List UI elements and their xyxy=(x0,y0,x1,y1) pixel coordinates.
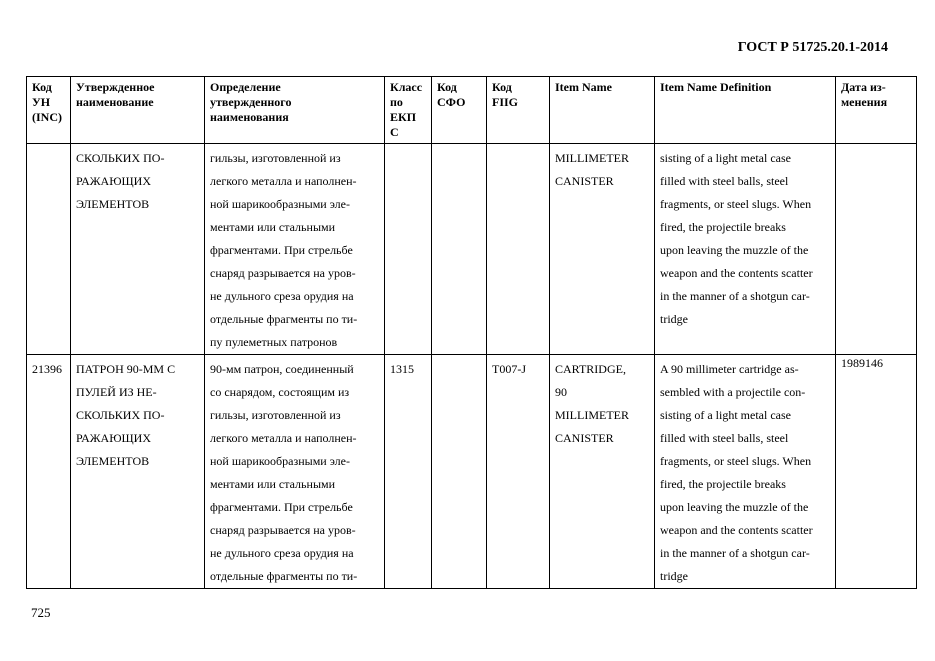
col-header-class: Класс по ЕКП С xyxy=(385,77,432,144)
cell-fiig xyxy=(487,144,550,355)
cell-definition: гильзы, изготовленной из легкого металла и наполнен- ной шарикообразными эле- ментами или стальными фрагментами. При стрельбе снаряд разрывается на уров- не дульного среза орудия на отдельные фрагменты по ти- пу пулеметных патронов xyxy=(205,144,385,355)
cell-sfo xyxy=(432,355,487,589)
cell-inc xyxy=(27,144,71,355)
col-header-item-name: Item Name xyxy=(550,77,655,144)
col-header-inc: Код УН (INC) xyxy=(27,77,71,144)
cell-item-definition: A 90 millimeter cartridge as- sembled with a projectile con- sisting of a light metal case filled with steel balls, steel fragments, or steel slugs. When fired, the projectile breaks upon leaving the muzzle of the weapon and the contents scatter in the manner of a shotgun car- tridge xyxy=(655,355,836,589)
col-header-fiig: Код FIIG xyxy=(487,77,550,144)
cell-definition: 90-мм патрон, соединенный со снарядом, состоящим из гильзы, изготовленной из легкого металла и наполнен- ной шарикообразными эле- ментами или стальными фрагментами. При стрельбе снаряд разрывается на уров- не дульного среза орудия на отдельные фрагменты по ти- xyxy=(205,355,385,589)
table-row xyxy=(27,144,917,355)
table-row xyxy=(27,355,917,589)
cell-inc: 21396 xyxy=(27,355,71,589)
catalog-table xyxy=(26,76,917,589)
cell-approved-name: СКОЛЬКИХ ПО- РАЖАЮЩИХ ЭЛЕМЕНТОВ xyxy=(71,144,205,355)
cell-fiig: T007-J xyxy=(487,355,550,589)
cell-item-name: CARTRIDGE, 90 MILLIMETER CANISTER xyxy=(550,355,655,589)
col-header-item-definition: Item Name Definition xyxy=(655,77,836,144)
cell-item-name: MILLIMETER CANISTER xyxy=(550,144,655,355)
col-header-definition: Определение утвержденного наименования xyxy=(205,77,385,144)
cell-sfo xyxy=(432,144,487,355)
cell-approved-name: ПАТРОН 90-ММ С ПУЛЕЙ ИЗ НЕ- СКОЛЬКИХ ПО- РАЖАЮЩИХ ЭЛЕМЕНТОВ xyxy=(71,355,205,589)
col-header-sfo: Код СФО xyxy=(432,77,487,144)
cell-class: 1315 xyxy=(385,355,432,589)
page-number: 725 xyxy=(31,605,51,620)
cell-item-definition: sisting of a light metal case filled with steel balls, steel fragments, or steel slugs. When fired, the projectile breaks upon leaving the muzzle of the weapon and the contents scatter in the manner of a shotgun car- tridge xyxy=(655,144,836,355)
col-header-date: Дата из- менения xyxy=(836,77,917,144)
table-header-row xyxy=(27,77,917,144)
document-code: ГОСТ Р 51725.20.1-2014 xyxy=(737,40,888,55)
col-header-approved-name: Утвержденное наименование xyxy=(71,77,205,144)
cell-date: 1989146 xyxy=(836,355,917,589)
cell-class xyxy=(385,144,432,355)
cell-date xyxy=(836,144,917,355)
